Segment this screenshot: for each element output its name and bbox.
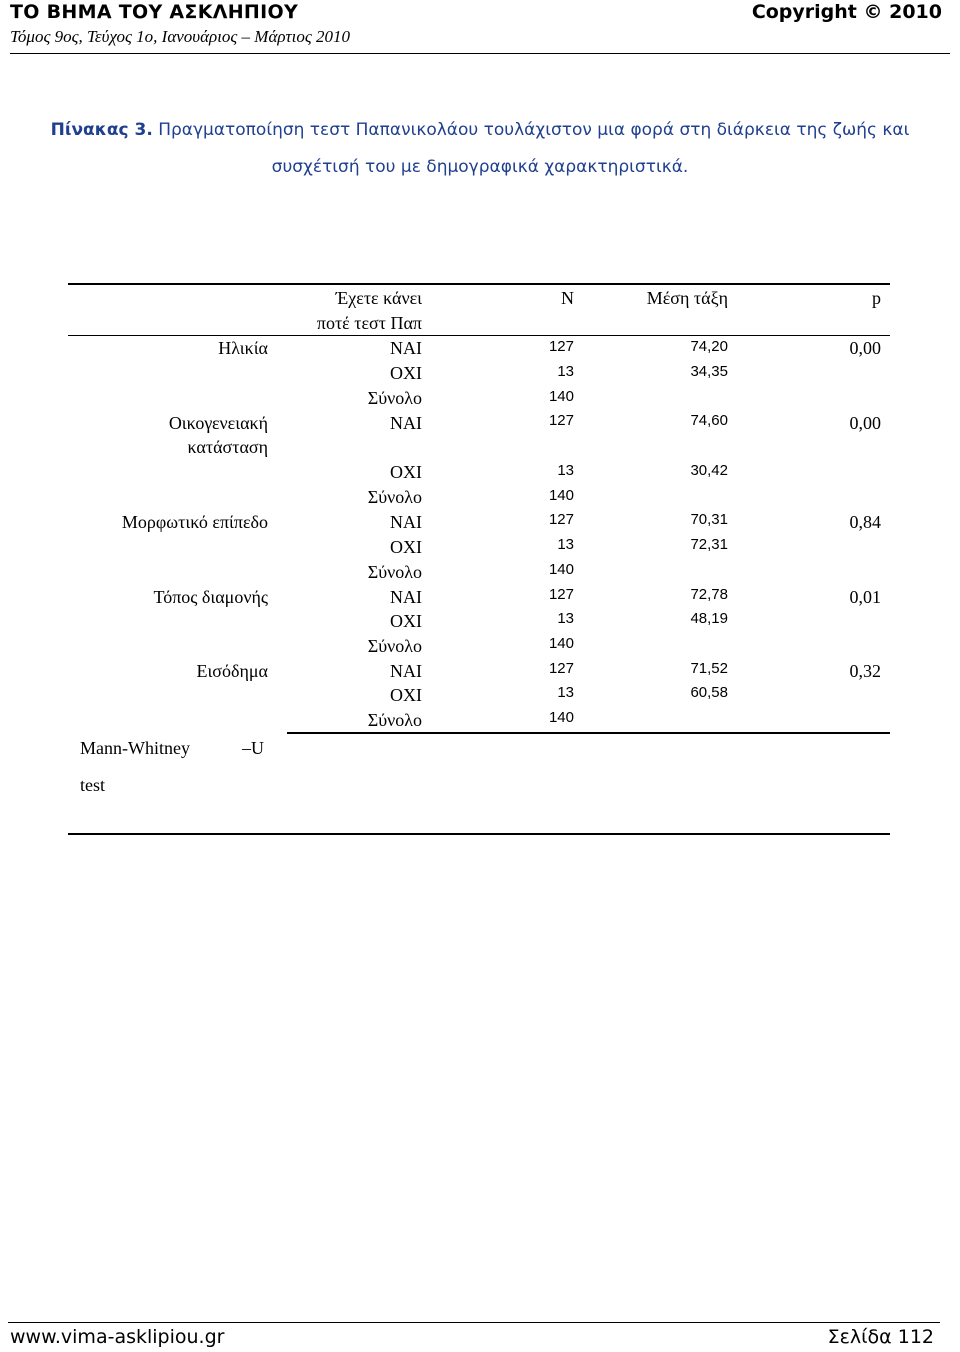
mean-rank-value: 30,42 [690, 462, 728, 479]
column-header-p: p [872, 288, 881, 308]
answer-label: ΝΑΙ [390, 587, 422, 607]
caption-text-line1: Πραγματοποίηση τεστ Παπανικολάου τουλάχιστον μια φορά στη διάρκεια της ζωής και [158, 120, 910, 140]
n-value: 127 [548, 511, 574, 528]
caption-label: Πίνακας 3. [50, 120, 153, 140]
group-label: Εισόδημα [196, 661, 268, 681]
table-footnote-test-word: test [80, 775, 105, 795]
answer-label: ΝΑΙ [390, 661, 422, 681]
column-header-question-line2: ποτέ τεστ Παπ [316, 313, 422, 333]
mean-rank-value: 74,60 [690, 412, 728, 429]
mean-rank-value: 60,58 [690, 684, 728, 701]
answer-label: ΟΧΙ [390, 537, 422, 557]
answer-label: Σύνολο [367, 562, 422, 582]
n-value: 140 [548, 709, 574, 726]
footer-url[interactable]: www.vima-asklipiou.gr [10, 1326, 225, 1348]
n-value: 13 [557, 462, 574, 479]
group-label: Ηλικία [218, 338, 268, 358]
footer-divider [8, 1322, 940, 1323]
n-value: 140 [548, 561, 574, 578]
answer-label: ΟΧΙ [390, 363, 422, 383]
n-value: 127 [548, 660, 574, 677]
mean-rank-value: 72,31 [690, 536, 728, 553]
answer-label: Σύνολο [367, 710, 422, 730]
column-header-n: N [561, 288, 574, 308]
journal-title: ΤΟ ΒΗΜΑ ΤΟΥ ΑΣΚΛΗΠΙΟΥ [10, 1, 299, 23]
mean-rank-value: 70,31 [690, 511, 728, 528]
p-value: 0,00 [849, 413, 881, 433]
table-bottom-rule [68, 833, 890, 835]
n-value: 140 [548, 635, 574, 652]
n-value: 13 [557, 363, 574, 380]
column-header-question-line1: Έχετε κάνει [335, 288, 422, 308]
group-label-line2: κατάσταση [187, 437, 268, 457]
p-value: 0,84 [849, 512, 881, 532]
answer-label: Σύνολο [367, 487, 422, 507]
n-value: 127 [548, 338, 574, 355]
column-header-mean-rank: Μέση τάξη [646, 288, 728, 308]
header-divider [10, 53, 950, 54]
answer-label: ΟΧΙ [390, 685, 422, 705]
group-label: Μορφωτικό επίπεδο [121, 512, 268, 532]
answer-label: ΟΧΙ [390, 611, 422, 631]
n-value: 13 [557, 684, 574, 701]
mean-rank-value: 74,20 [690, 338, 728, 355]
p-value: 0,32 [849, 661, 881, 681]
answer-label: ΝΑΙ [390, 413, 422, 433]
n-value: 13 [557, 610, 574, 627]
copyright-notice: Copyright © 2010 [751, 1, 942, 23]
n-value: 13 [557, 536, 574, 553]
group-label: Τόπος διαμονής [153, 587, 268, 607]
table-top-rule [68, 283, 890, 285]
answer-label: Σύνολο [367, 636, 422, 656]
table-end-rule [287, 732, 890, 734]
answer-label: ΝΑΙ [390, 338, 422, 358]
page-number: Σελίδα 112 [827, 1326, 934, 1348]
p-value: 0,00 [849, 338, 881, 358]
n-value: 127 [548, 586, 574, 603]
table-header-rule [68, 335, 890, 336]
table-footnote-test-name: Mann-Whitney [80, 738, 190, 758]
n-value: 127 [548, 412, 574, 429]
p-value: 0,01 [849, 587, 881, 607]
mean-rank-value: 72,78 [690, 586, 728, 603]
mean-rank-value: 71,52 [690, 660, 728, 677]
issue-info: Τόμος 9ος, Τεύχος 1ο, Ιανουάριος – Μάρτιος 2010 [10, 27, 351, 46]
mean-rank-value: 48,19 [690, 610, 728, 627]
answer-label: ΟΧΙ [390, 462, 422, 482]
table-footnote-test-suffix: –U [242, 738, 264, 758]
group-label: Οικογενειακή [168, 413, 268, 433]
table-caption [0, 120, 960, 140]
n-value: 140 [548, 388, 574, 405]
answer-label: ΝΑΙ [390, 512, 422, 532]
mean-rank-value: 34,35 [690, 363, 728, 380]
caption-text-line2: συσχέτισή του με δημογραφικά χαρακτηριστικά. [271, 157, 689, 177]
answer-label: Σύνολο [367, 388, 422, 408]
n-value: 140 [548, 487, 574, 504]
